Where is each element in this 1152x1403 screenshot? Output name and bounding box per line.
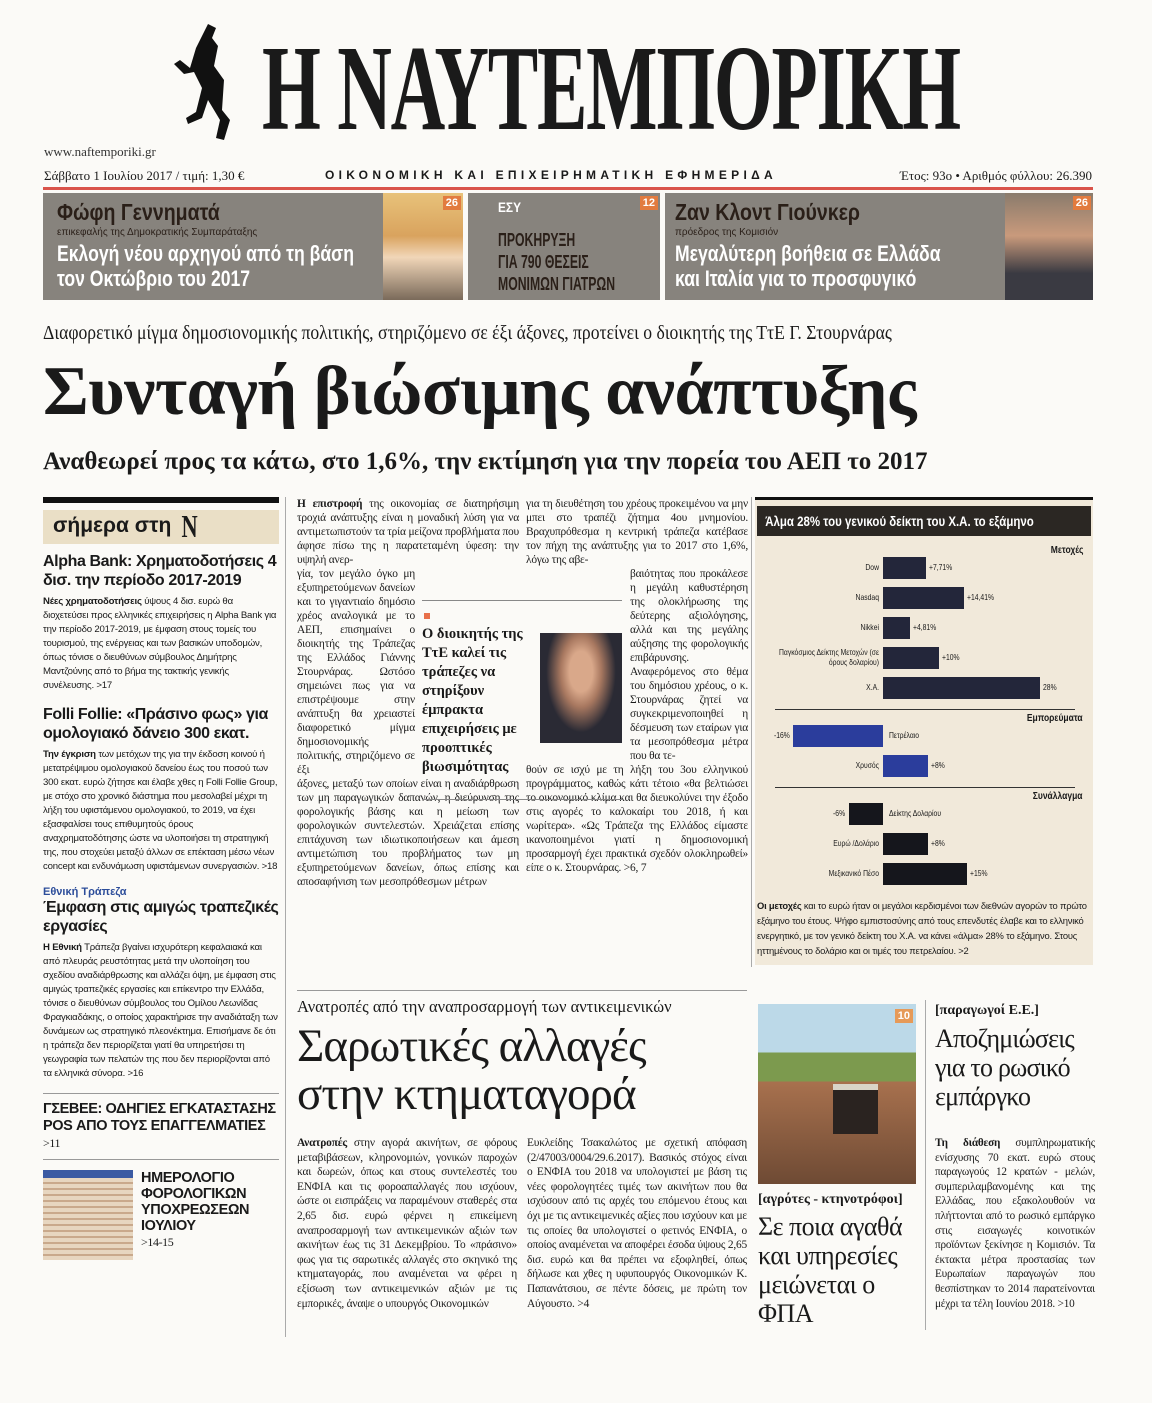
date-price: Σάββατο 1 Ιουλίου 2017 / τιμή: 1,30 € [44, 168, 245, 183]
category-label: Nasdaq [855, 592, 879, 602]
bar [883, 833, 928, 855]
group-divider [775, 787, 1075, 788]
chart-plot [755, 500, 1093, 895]
property-headline[interactable]: Σαρωτικές αλλαγές στην κτηματαγορά [297, 1020, 646, 1120]
vat-kicker: [αγρότες - κτηνοτρόφοι] [758, 1192, 903, 1207]
markets-chart [755, 500, 1093, 965]
chart-title: Άλμα 28% του γενικού δείκτη του Χ.Α. το εξάμηνο [765, 513, 1034, 529]
property-col1: Ανατροπές στην αγορά ακινήτων, σε φόρους μεταβιβάσεων, κληρονομιών, γονικών παροχών και δωρεών, όπως και στους συντελεστές του ΕΝΦΙΑ και τις φοροαπαλλαγές που ισχύουν, ώστε οι εισπράξεις να παραμένουν σταθερές στα 2,65 δισ. ευρώ φέρνει η επικείμενη αναπροσαρμογή των αντικειμενικών αξιών των ακινήτων έως τις 31 Δεκεμβρίου. Το «πράσινο» φως για τις σαρωτικές αλλαγές στο σκηνικό της κτηματαγοράς, που αναμένεται να φέρει η εξίσωση των αντικειμενικών αξιών με τις εμπορικές, άναψε ο υπουργός Οικονομικών [297, 1137, 517, 1310]
pull-quote-box [422, 600, 622, 800]
teaser-name: Ζαν Κλοντ Γιούνκερ [675, 199, 861, 225]
category-label: Χρυσός [855, 760, 879, 770]
lead-col2-mid: βαιότητας που προκάλεσε η μεγάλη καθυστέρηση της ολοκλήρωσης της δεύτερης αξιολόγησης, αλλά και της μεγάλης αύξησης της φορολογικής επιβάρυνσης. Αναφερόμενος στο θέμα του δημόσιου χρέους, ο κ. Στουρνάρας ζητεί να συγκεκριμενοποιηθεί η δέσμευση των εταίρων για τα μεσοπρόθεσμα μέτρα που θα τε- [630, 568, 748, 762]
page-ref: 10 [895, 1009, 913, 1023]
group-label: Συνάλλαγμα [1033, 791, 1083, 802]
teaser-name: Φώφη Γεννηματά [57, 199, 220, 225]
category-label: Ευρώ /Δολάριο [833, 838, 879, 848]
tagline: ΟΙΚΟΝΟΜΙΚΗ ΚΑΙ ΕΠΙΧΕΙΡΗΜΑΤΙΚΗ ΕΦΗΜΕΡΙΔΑ [325, 168, 777, 182]
divider [43, 497, 279, 503]
lead-col1-mid: γία, τον μεγάλο όγκο μη εξυπηρετούμενων δανείων και το γιγαντιαίο δημόσιο χρέος αναλογικά με το ΑΕΠ, επισημαίνει ο διοικητής της Τράπεζας της Ελλάδος Γιάννης Στουρνάρας. Ωστόσο σημειώνει πως για να επιστρέψουμε στην ανάπτυξη θα χρειαστεί διαφορετικό μίγμα δημοσιονομικής πολιτικής, στηριζόμενο σε έξι [297, 568, 415, 776]
today-list [43, 552, 279, 1260]
embargo-body: Τη διάθεση συμπληρωματικής ενίσχυσης 70 εκατ. ευρώ στους παραγωγούς 12 κρατών - μελών, συμπεριλαμβανομένης και της Ελλάδας, που εξακολουθούν να πλήττονται από το ρωσικό εμπάργκο στις εισαγωγές κοινοτικών προϊόντων ξεκίνησε η Κομισιόν. Τα έκτακτα μέτρα προστασίας των Ευρωπαίων παραγωγών που θεσπίστηκαν το 2014 παρατείνονται μέχρι τα τέλη Ιουνίου 2018. >10 [935, 1137, 1095, 1310]
value-label: +10% [942, 652, 960, 662]
item-headline: Folli Follie: «Πράσινο φως» για ομολογιακό δάνειο 300 εκατ. [43, 706, 268, 742]
gsevee-item[interactable]: ΓΣΕΒΕΕ: ΟΔΗΓΙΕΣ ΕΓΚΑΤΑΣΤΑΣΗΣ POS ΑΠΟ ΤΟΥΣ ΕΠΑΓΓΕΛΜΑΤΙΕΣ >11 [43, 1101, 276, 1150]
group-label: Εμπορεύματα [1027, 713, 1083, 724]
bar [883, 617, 910, 639]
calendar-thumbnail [43, 1170, 133, 1260]
tractor [833, 1084, 878, 1134]
lead-col2-top: για τη διευθέτηση του χρέους προκειμένου να μην μπει στο τραπέζι ζήτημα 4ου μνημονίου. Βραχυπρόθεσμα η κεντρική τράπεζα κατέβασε τον πήχη της ανάπτυξης για το 2017 στο 1,6%, λόγω της αβε- [526, 498, 748, 566]
bar [849, 803, 883, 825]
chart-caption: Οι μετοχές και το ευρώ ήταν οι μεγάλοι κερδισμένοι των διεθνών αγορών το πρώτο εξάμηνο του έτους. Ψήφο εμπιστοσύνης από τους επενδυτές έλαβε και το ελληνικό ενεργητικό, με τον γενικό δείκτη του Χ.Α. να κάνει «άλμα» 28% το εξάμηνο. Στους ηττημένους το δολάριο και οι τιμές του πετρελαίου. >2 [757, 900, 1087, 956]
property-kicker: Ανατροπές από την αναπροσαρμογή των αντικειμενικών [297, 997, 672, 1016]
today-item[interactable] [43, 705, 279, 874]
pull-quote: Ο διοικητής της ΤτΕ καλεί τις τράπεζες να στηρίξουν έμπρακτα επιχειρήσεις με προοπτικές βιωσιμότητας [422, 626, 523, 775]
today-item[interactable] [43, 886, 279, 1081]
lead-col1-bottom: άξονες, μεταξύ των οποίων είναι η αναδιάρθρωση των μη παραγωγικών δαπανών, η διεύρυνση της φορολογικής βάσης και η μείωση των φορολογικών συντελεστών. Χρειάζεται επίσης επιτάχυνση των ιδιωτικοποιήσεων και άμεση αντιμετώπιση του προβλήματος των μη εξυπηρετούμενων δανείων, όπως επίσης και αποσαφήνιση των μεσοπρόθεσμων μέτρων [297, 778, 519, 888]
divider [925, 1000, 926, 1330]
divider [43, 1093, 279, 1094]
category-label: Μεξικανικό Πέσο [828, 868, 879, 878]
lead-headline[interactable]: Συνταγή βιώσιμης ανάπτυξης [43, 353, 917, 430]
tractor-photo [758, 1004, 916, 1184]
bar [883, 677, 1040, 699]
bar [883, 647, 939, 669]
category-label: Παγκόσμιος Δείκτης Μετοχών (σε όρους δολαρίου) [778, 647, 879, 667]
n-logo: N [181, 508, 198, 544]
lead-kicker: Διαφορετικό μίγμα δημοσιονομικής πολιτικής, στηριζόμενο σε έξι άξονες, προτείνει ο διοικητής της ΤτΕ Γ. Στουρνάρας [43, 322, 892, 344]
today-header [43, 510, 279, 544]
teaser-role: πρόεδρος της Κομισιόν [675, 227, 779, 238]
lead-col1-top: Η επιστροφή της οικονομίας σε διατηρήσιμη τροχιά ανάπτυξης είναι η μοναδική λύση για να αντιμετωπιστούν τα τρία μείζονα προβλήματα που άφησε πίσω της η παρατεταμένη ύφεση: την υψηλή ανερ- [297, 498, 519, 566]
divider [297, 990, 747, 991]
bar [883, 755, 928, 777]
value-label: +14,41% [966, 592, 994, 602]
category-label: Πετρέλαιο [889, 730, 920, 740]
today-label: σήμερα στη [53, 514, 172, 537]
teaser-headline: Εκλογή νέου αρχηγού από τη βάση τον Οκτώβριο του 2017 [57, 241, 354, 291]
embargo-kicker: [παραγωγοί Ε.Ε.] [935, 1003, 1039, 1018]
site-url[interactable]: www.naftemporiki.gr [44, 144, 156, 159]
stournaras-photo [540, 633, 622, 743]
lead-subhead: Αναθεωρεί προς τα κάτω, στο 1,6%, την εκτίμηση για την πορεία του ΑΕΠ το 2017 [43, 448, 928, 475]
embargo-headline[interactable]: Αποζημιώσεις για το ρωσικό εμπάργκο [935, 1024, 1074, 1111]
item-kicker: Εθνική Τράπεζα [43, 886, 127, 898]
hermes-figure-icon [168, 14, 248, 149]
property-col2: Ευκλείδης Τσακαλώτος με σχετική απόφαση (2/47003/0004/29.6.2017). Βασικός στόχος είναι ο ΕΝΦΙΑ του 2018 να υπολογιστεί με βάση τις νέες φορολογητέες τιμές των ακινήτων που θα ισχύσουν από τις αρχές του επόμενου έτους και όχι με τις αντικειμενικές αξίες που ισχύουν και με τις οποίες θα υπολογιστεί ο φετινός ΕΝΦΙΑ, ο οποίος αναμένεται να αποφέρει έσοδα ύψους 2,65 δισ. ευρώ και θα πρέπει να εξοφληθεί, όπως δήλωσε και χθες η υφυπουργός Οικονομικών Κ. Παπανάτσιου, σε πέντε δόσεις, με πρώτη τον Αύγουστο. >4 [527, 1137, 747, 1310]
divider [751, 497, 752, 967]
value-label: -16% [773, 730, 790, 740]
teaser-role: επικεφαλής της Δημοκρατικής Συμπαράταξης [57, 227, 258, 238]
value-label: +4,81% [912, 622, 937, 632]
value-label: 28% [1042, 682, 1057, 692]
teaser-headline: Μεγαλύτερη βοήθεια σε Ελλάδα και Ιταλία για το προσφυγικό [675, 241, 941, 291]
group-divider [775, 709, 1075, 710]
value-label: -6% [833, 808, 846, 818]
category-label: Χ.Α. [866, 682, 879, 692]
value-label: +7,71% [929, 562, 953, 572]
issue-info: Έτος: 93ο • Αριθμός φύλλου: 26.390 [899, 168, 1092, 183]
divider [43, 1159, 279, 1160]
page-ref: 26 [443, 196, 461, 210]
masthead-title: Η ΝΑΥΤΕΜΠΟΡΙΚΗ [262, 21, 960, 156]
item-headline: Έμφαση στις αμιγώς τραπεζικές εργασίες [43, 899, 279, 935]
calendar-row[interactable] [43, 1170, 279, 1260]
teaser-headline: ΠΡΟΚΗΡΥΞΗ ΓΙΑ 790 ΘΕΣΕΙΣ ΜΟΝΙΜΩΝ ΓΙΑΤΡΩΝ [498, 230, 616, 294]
today-item[interactable] [43, 552, 279, 693]
page-ref: 12 [640, 196, 658, 210]
item-body: Την έγκριση των μετόχων της για την έκδοση κοινού ή μετατρέψιμου ομολογιακού δανείου έως του ποσού των 300 εκατ. ευρώ ζήτησε και έλαβε χθες η Folli Follie Group, με στόχο στο χρονικό διάστημα που μεσολαβεί μέχρι τη λήξη του υφιστάμενου ομολογιακού, το 2019, να έχει εξασφαλίσει τους επιθυμητούς όρους αναχρηματοδότησης ώστε να υλοποιήσει τη στρατηγική της, που στοχεύει μεταξύ άλλων σε επέκταση μέσω νέων concept και ενδυνάμωση υφιστάμενων συνεργασιών. >18 [43, 749, 278, 872]
bar [883, 587, 964, 609]
category-label: Nikkei [860, 622, 879, 632]
value-label: +15% [970, 868, 988, 878]
lead-col2-bottom: θούν σε ισχύ με τη λήξη του 3ου ελληνικού προγράμματος, καθώς κάτι τέτοιο «θα βελτιώσει το οικονομικό κλίμα και θα διευκολύνει την έξοδο στις αγορές το καλοκαίρι του 2018, ή και νωρίτερα». «Ως Τράπεζα της Ελλάδος είμαστε ικανοποιημένοι γιατί η δημοσιονομική προσαρμογή έχει πρακτικά σχεδόν ολοκληρωθεί» είπε ο κ. Στουρνάρας. >6, 7 [526, 764, 748, 874]
calendar-item[interactable]: ΗΜΕΡΟΛΟΓΙΟ ΦΟΡΟΛΟΓΙΚΩΝ ΥΠΟΧΡΕΩΣΕΩΝ ΙΟΥΛΙΟΥ >14-15 [141, 1170, 250, 1249]
value-label: +8% [930, 760, 945, 770]
bullet-icon [424, 613, 430, 619]
teaser-name: ΕΣΥ [498, 199, 522, 215]
value-label: +8% [930, 838, 945, 848]
teaser-esy[interactable] [468, 193, 660, 300]
item-body: Η Εθνική Τράπεζα βγαίνει ισχυρότερη κεφαλαιακά και από πλευράς ρευστότητας μετά την υλοποίηση του σχεδίου αναδιάρθρωσης και αλλάζει όψη, με έμφαση στις αμιγώς τραπεζικές εργασίες και επίκεντρο την Ελλάδα, τόνισε ο διευθύνων σύμβουλος του Ομίλου Λεωνίδας Φραγκιαδάκης, ο οποίος χαρακτήρισε την αναδιάταξη των δυνάμεων ως στρατηγικό πλεονέκτημα. Επισήμανε δε ότι η τράπεζα δεν περιορίζεται γιατί θα υπηρετήσει τη γεωγραφία των πελατών της που δεν περιορίζονται από τα ελληνικά σύνορα. >16 [43, 942, 278, 1079]
teaser-gennimata[interactable] [43, 193, 463, 300]
bar [793, 725, 883, 747]
group-label: Μετοχές [1050, 545, 1083, 556]
page-ref: 26 [1073, 196, 1091, 210]
item-headline: Alpha Bank: Χρηματοδοτήσεις 4 δισ. την περίοδο 2017-2019 [43, 553, 277, 589]
item-body: Νέες χρηματοδοτήσεις ύψους 4 δισ. ευρώ θα διοχετεύσει προς ελληνικές επιχειρήσεις η Alpha Bank για την περίοδο 2017-2019, με έμφαση στους τομείς του τουρισμού, της ενέργειας και των βασικών υποδομών, όπως τόνισε ο διευθύνων σύμβουλος Δημήτρης Μαντζούνης από το βήμα της τακτικής γενικής συνέλευσης. >17 [43, 596, 277, 691]
bar [883, 557, 926, 579]
vat-headline[interactable]: Σε ποια αγαθά και υπηρεσίες μειώνεται ο ΦΠΑ [758, 1212, 903, 1328]
category-label: Δείκτης Δολαρίου [889, 808, 942, 818]
divider [285, 497, 286, 1337]
divider [43, 187, 1093, 190]
bar [883, 863, 967, 885]
teaser-juncker[interactable] [665, 193, 1093, 300]
category-label: Dow [865, 562, 879, 572]
